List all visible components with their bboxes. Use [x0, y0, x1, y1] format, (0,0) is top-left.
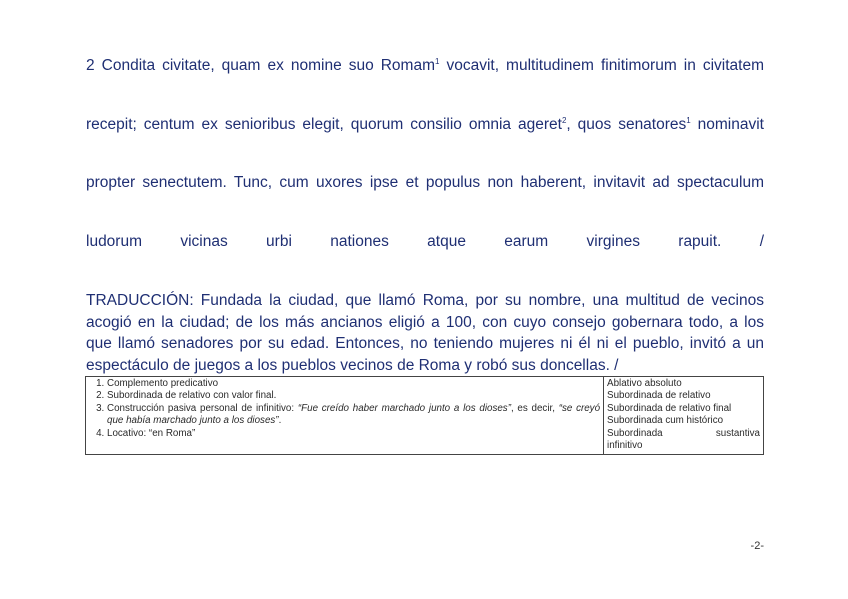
note-3-quote-1: “Fue creído haber marchado junto a los dioses”	[297, 402, 511, 414]
translation-paragraph	[86, 290, 764, 376]
note-item-2: 2. Subordinada de relativo con valor final.	[107, 390, 600, 402]
notes-list	[89, 378, 600, 440]
grammar-notes-table	[85, 376, 764, 455]
footnote-ref-1: 1	[435, 57, 440, 66]
latin-line-2-part3: nominavit	[690, 116, 764, 133]
latin-line-2-part1: recepit; centum ex senioribus elegit, quorum consilio omnia ageret	[86, 116, 562, 133]
note-3-intro: Construcción pasiva personal de infinitivo:	[107, 402, 298, 414]
latin-line-1-rest: vocavit, multitudinem finitimorum in civitatem	[439, 57, 764, 74]
latin-text-line-3: propter senectutem. Tunc, cum uxores ipse et populus non haberent, invitavit ad spectaculum	[86, 174, 764, 191]
note-item-3	[107, 403, 600, 428]
grammar-row-4: Subordinada cum histórico	[607, 415, 724, 427]
grammar-row-5-b: sustantiva	[715, 427, 760, 439]
note-item-1: 1. Complemento predicativo	[107, 378, 600, 390]
note-3-quote-2: “se creyó que había marchado junto a los dioses”	[107, 402, 601, 427]
grammar-row-5-a: Subordinada	[607, 427, 663, 439]
footnote-ref-2: 2	[561, 116, 567, 125]
note-3-middle: , es decir,	[510, 402, 559, 414]
note-3-end: .	[278, 415, 282, 427]
latin-line-2-part2: , quos senatores	[566, 116, 687, 133]
grammar-cell	[604, 377, 764, 455]
latin-text-line-4: ludorum vicinas urbi nationes atque earum virgines rapuit. /	[86, 233, 764, 250]
footnote-ref-1b: 1	[686, 116, 691, 125]
latin-text-line-2	[86, 116, 764, 134]
translation-line-2: acogió en la ciudad; de los más ancianos eligió a 100, con cuyo consejo gobernara todo, a los	[86, 313, 764, 331]
grammar-row-1: Ablativo absoluto	[607, 378, 682, 389]
translation-line-1: TRADUCCIÓN: Fundada la ciudad, que llamó Roma, por su nombre, una multitud de vecinos	[86, 292, 764, 309]
grammar-row-5	[607, 428, 760, 440]
notes-cell	[86, 377, 604, 455]
latin-line-1-text: 2 Condita civitate, quam ex nomine suo Romam	[86, 57, 435, 74]
grammar-row-2: Subordinada de relativo	[607, 390, 711, 402]
translation-line-3: que llamó senadores por su edad. Entonces, no teniendo mujeres ni él ni el pueblo, invitó a un	[86, 335, 764, 352]
note-item-4: 4. Locativo: “en Roma”	[107, 428, 600, 440]
grammar-row-6: infinitivo	[607, 440, 643, 452]
grammar-row-3: Subordinada de relativo final	[607, 402, 732, 414]
page-number: -2-	[750, 540, 764, 552]
translation-line-4: espectáculo de juegos a los pueblos vecinos de Roma y robó sus doncellas. /	[86, 356, 619, 374]
latin-text-line-1	[86, 57, 764, 75]
